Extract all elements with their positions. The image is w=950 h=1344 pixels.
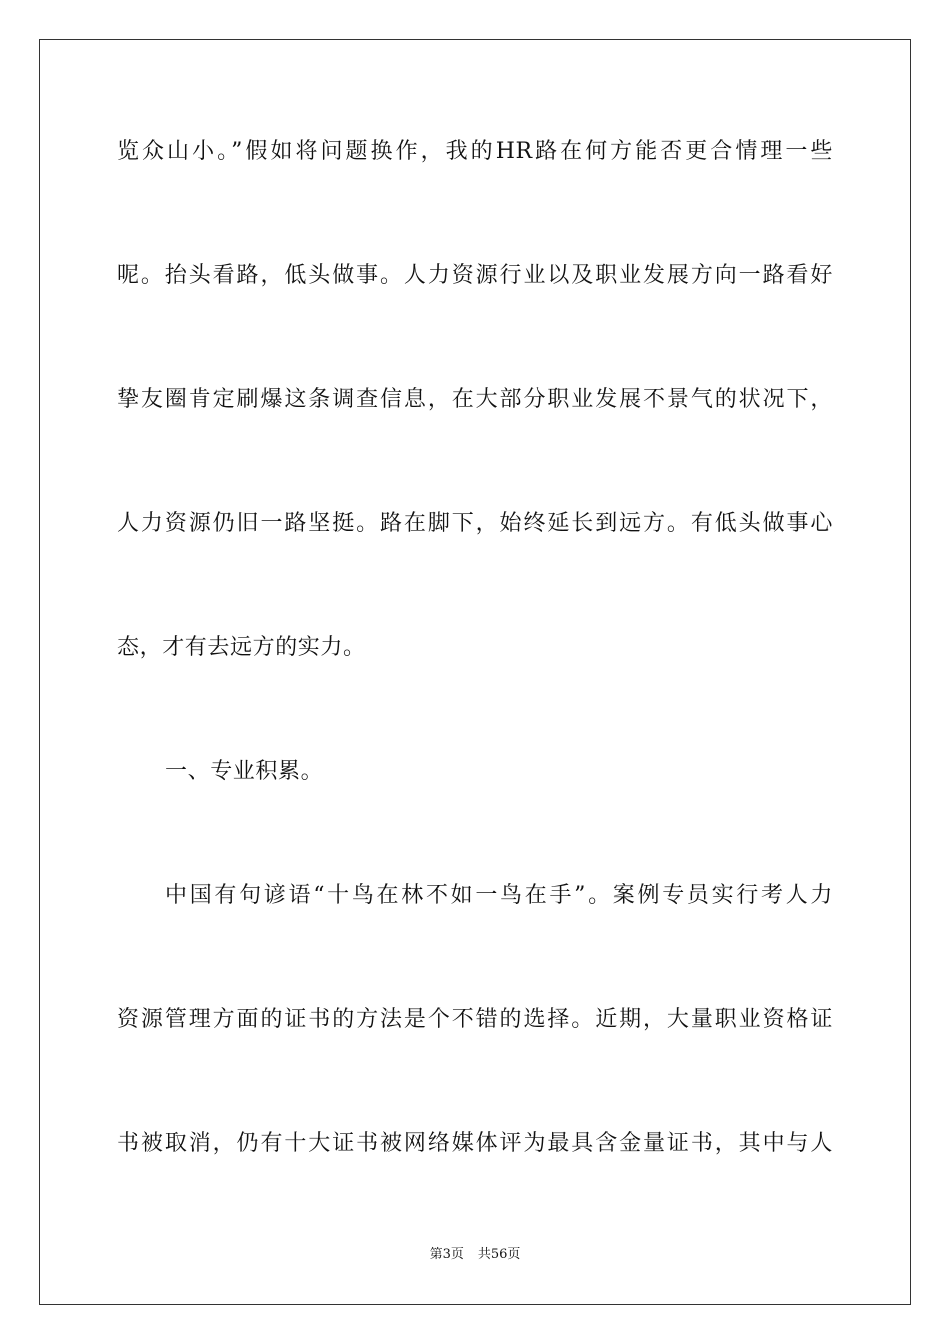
- page-border: [39, 39, 911, 1305]
- body-line-5: 态，才有去远方的实力。: [117, 635, 366, 660]
- body-line-7: 中国有句谚语“十鸟在林不如一鸟在手”。案例专员实行考人力: [165, 883, 833, 908]
- body-line-3: 挚友圈肯定刷爆这条调查信息，在大部分职业发展不景气的状况下，: [117, 387, 833, 412]
- page-total: 共56页: [477, 1247, 521, 1262]
- body-line-9: 书被取消，仍有十大证书被网络媒体评为最具含金量证书，其中与人: [117, 1131, 833, 1156]
- body-line-2: 呢。抬头看路，低头做事。人力资源行业以及职业发展方向一路看好: [117, 263, 833, 288]
- section-heading: 一、专业积累。: [165, 759, 324, 784]
- page-number: 第3页: [429, 1247, 464, 1262]
- page-footer: [0, 1246, 950, 1264]
- body-line-4: 人力资源仍旧一路坚挺。路在脚下，始终延长到远方。有低头做事心: [117, 511, 833, 536]
- body-line-8: 资源管理方面的证书的方法是个不错的选择。近期，大量职业资格证: [117, 1007, 833, 1032]
- body-line-1: 览众山小。”假如将问题换作，我的HR路在何方能否更合情理一些: [117, 139, 833, 164]
